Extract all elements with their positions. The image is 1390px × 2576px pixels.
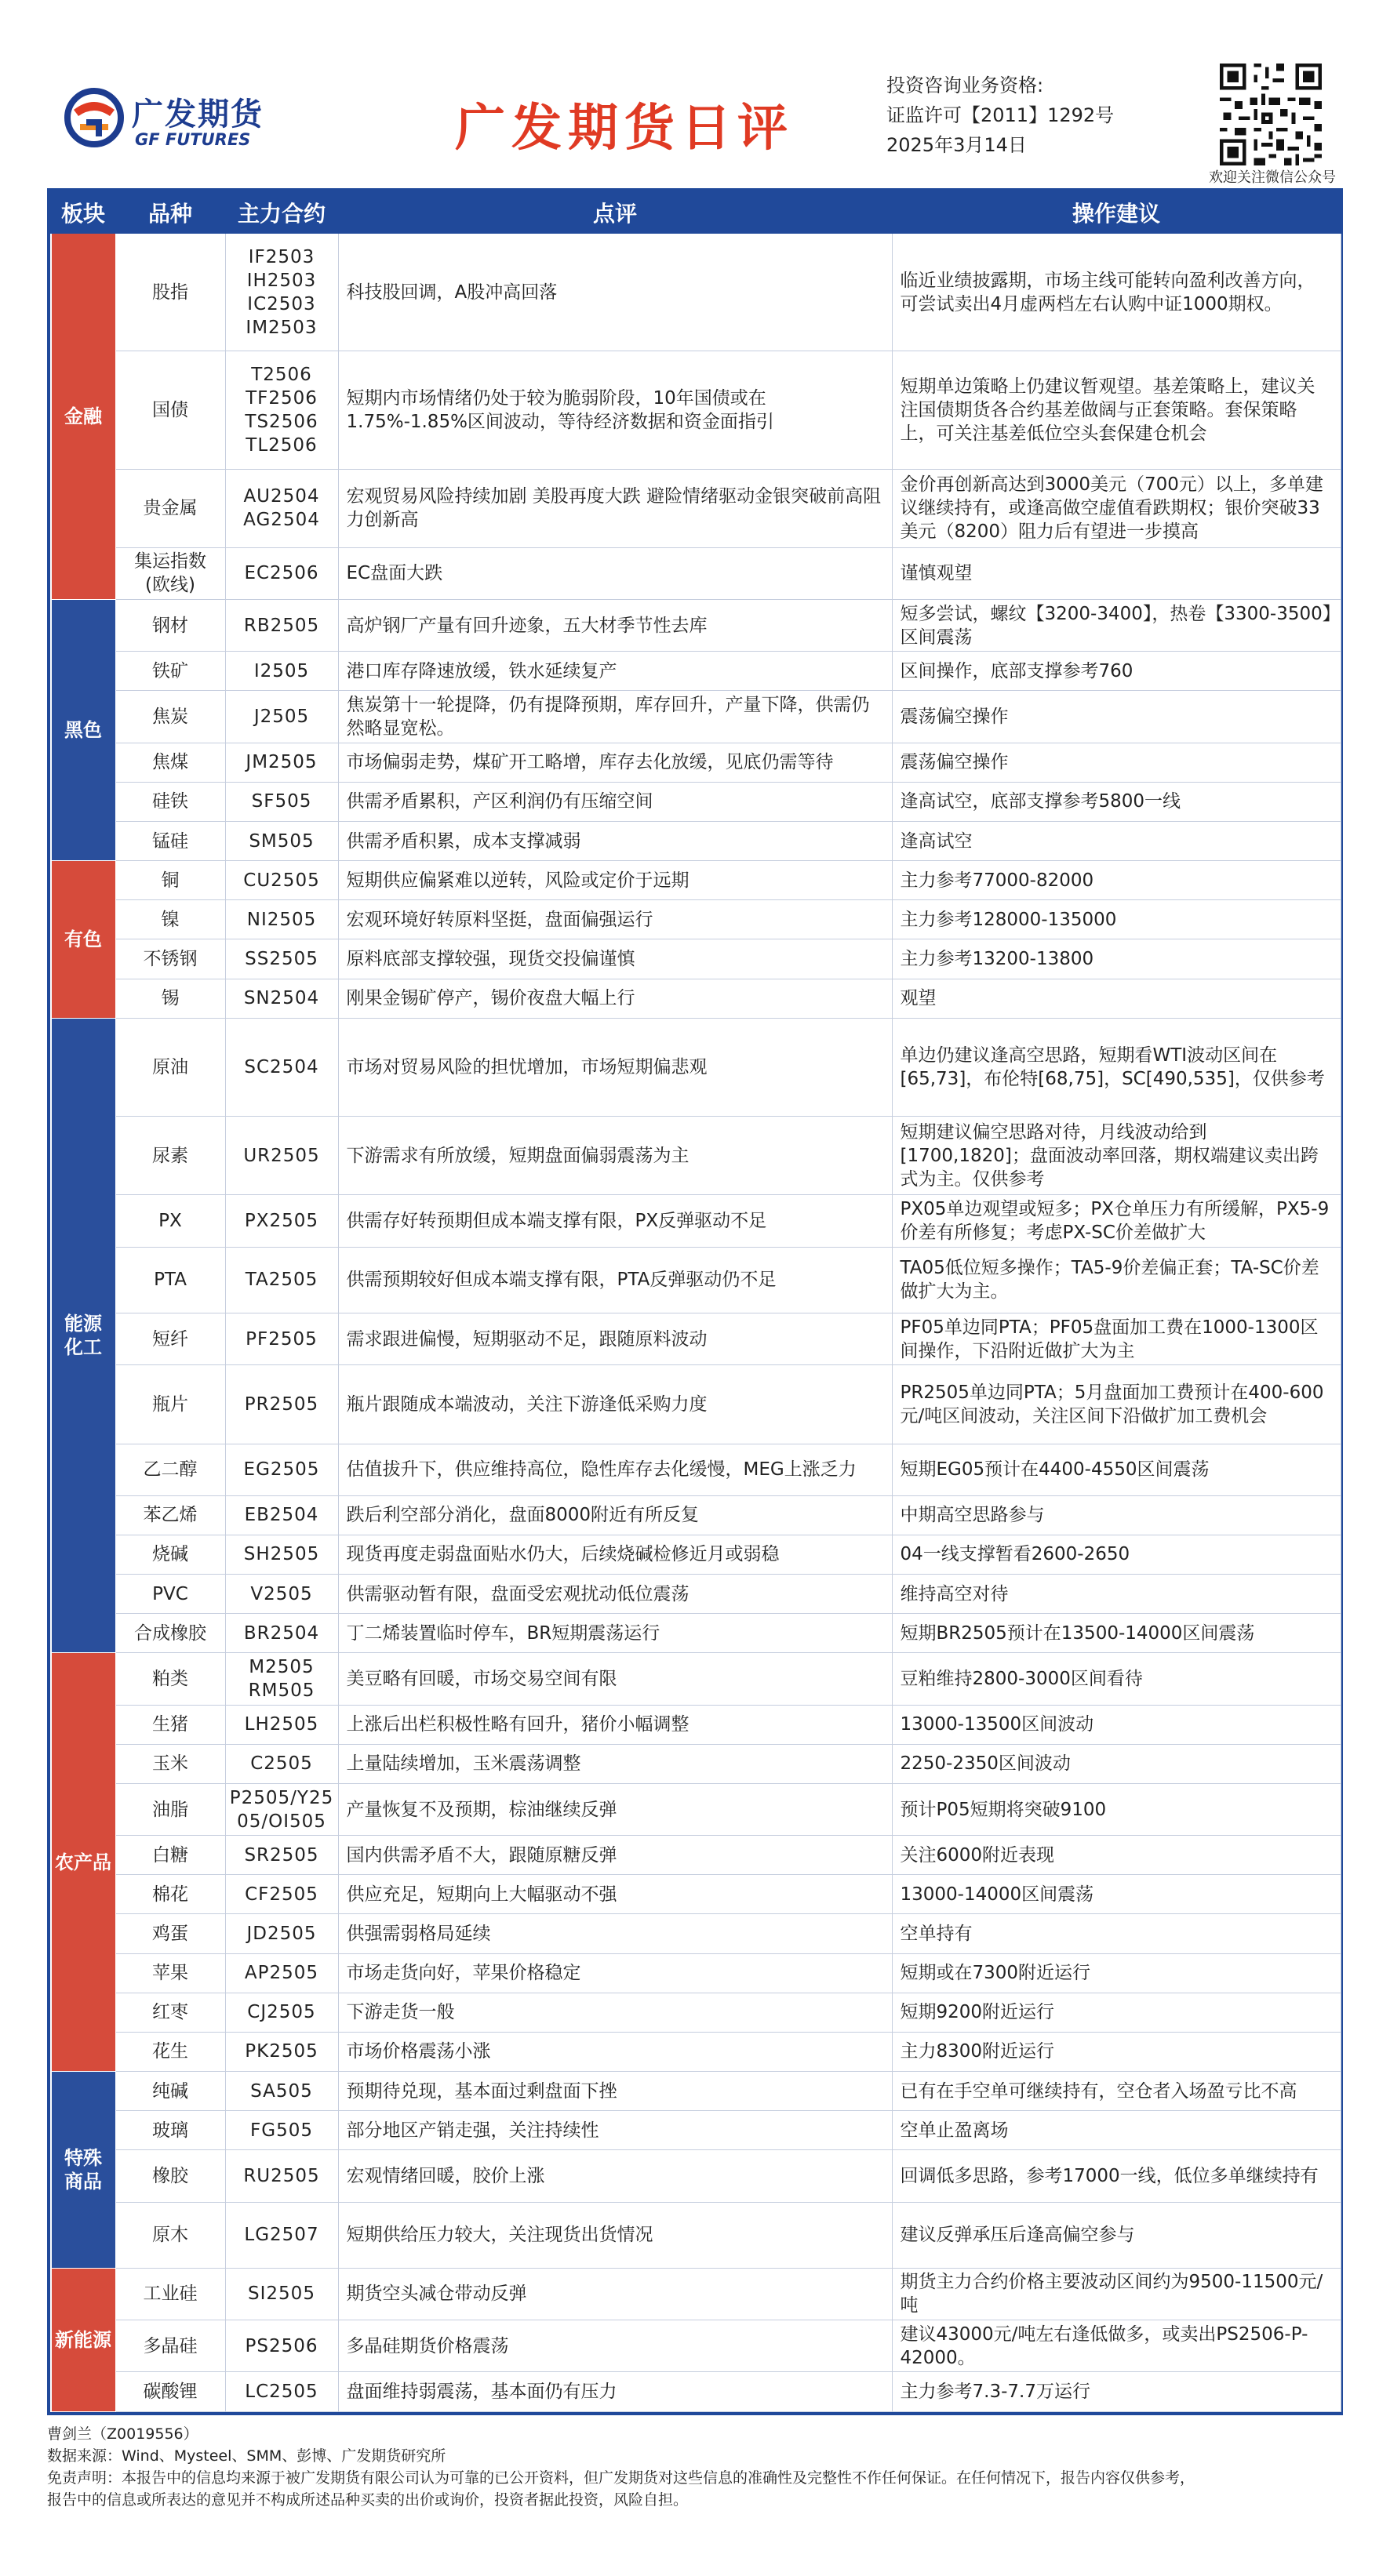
contract-cell: CJ2505 [225,1993,338,2032]
contract-cell: PR2505 [225,1365,338,1444]
comment-cell: 盘面维持弱震荡，基本面仍有压力 [338,2372,892,2412]
comment-cell: 短期内市场情绪仍处于较为脆弱阶段，10年国债或在1.75%-1.85%区间波动，等待经济数据和资金面指引 [338,351,892,470]
contract-cell: SH2505 [225,1535,338,1574]
variety-cell: 钢材 [115,600,225,652]
contract-cell: JM2505 [225,743,338,782]
contract-cell: LC2505 [225,2372,338,2412]
comment-cell: 供需存好转预期但成本端支撑有限，PX反弹驱动不足 [338,1195,892,1247]
variety-cell: 铁矿 [115,652,225,691]
advice-cell: 空单持有 [892,1914,1341,1953]
table-row [51,547,1341,599]
variety-cell: 铜 [115,861,225,900]
advice-cell: 建议43000元/吨左右逢低做多，或卖出PS2506-P-42000。 [892,2320,1341,2372]
advice-cell: 震荡偏空操作 [892,691,1341,743]
sector-cell: 金融 [51,233,115,600]
gf-futures-logo [63,86,314,165]
variety-cell: 多晶硅 [115,2320,225,2372]
advice-cell: TA05低位短多操作；TA5-9价差偏正套；TA-SC价差做扩大为主。 [892,1247,1341,1313]
advice-cell: 单边仍建议逢高空思路，短期看WTI波动区间在[65,73]，布伦特[68,75]，SC[490,535]，仅供参考 [892,1018,1341,1116]
table-row [51,2202,1341,2268]
header-advice: 操作建议 [892,192,1341,233]
contract-cell: PX2505 [225,1195,338,1247]
table-row [51,979,1341,1018]
comment-cell: 供需矛盾积累，成本支撑减弱 [338,821,892,860]
contract-cell: RB2505 [225,600,338,652]
variety-cell: 股指 [115,233,225,351]
author: 曹剑兰（Z0019556） [47,2425,198,2443]
variety-cell: 集运指数 (欧线) [115,547,225,599]
sector-cell: 新能源 [51,2268,115,2411]
contract-cell: JD2505 [225,1914,338,1953]
table-row [51,1953,1341,1993]
comment-cell: 市场对贸易风险的担忧增加，市场短期偏悲观 [338,1018,892,1116]
comment-cell: 短期供给压力较大，关注现货出货情况 [338,2202,892,2268]
table-row [51,1495,1341,1535]
contract-cell: LH2505 [225,1705,338,1744]
contract-cell: SN2504 [225,979,338,1018]
qr-caption: 欢迎关注微信公众号 [1209,169,1336,186]
table-row [51,743,1341,782]
table-row [51,2072,1341,2111]
comment-cell: 美豆略有回暖，市场交易空间有限 [338,1653,892,1705]
contract-cell: C2505 [225,1744,338,1783]
contract-cell: PF2505 [225,1313,338,1364]
advice-cell: 13000-14000区间震荡 [892,1875,1341,1914]
contract-cell: EC2506 [225,547,338,599]
advice-cell: PF05单边同PTA；PF05盘面加工费在1000-1300区间操作，下沿附近做扩大为主 [892,1313,1341,1364]
table-row [51,1117,1341,1195]
advice-cell: 维持高空对待 [892,1575,1341,1614]
wechat-qr-code-icon [1216,60,1326,169]
variety-cell: 锡 [115,979,225,1018]
advice-cell: 豆粕维持2800-3000区间看待 [892,1653,1341,1705]
comment-cell: 供需驱动暂有限，盘面受宏观扰动低位震荡 [338,1575,892,1614]
comment-cell: 短期供应偏紧难以逆转，风险或定价于远期 [338,861,892,900]
comment-cell: 原料底部支撑较强，现货交投偏谨慎 [338,939,892,979]
advice-cell: 震荡偏空操作 [892,743,1341,782]
contract-cell: AP2505 [225,1953,338,1993]
variety-cell: PTA [115,1247,225,1313]
advice-cell: 预计P05短期将突破9100 [892,1783,1341,1835]
logo-english-text: GF FUTURES [135,130,251,149]
table-row [51,782,1341,821]
table-row [51,469,1341,547]
page-title: 广发期货日评 [455,100,794,158]
comment-cell: 丁二烯装置临时停车，BR短期震荡运行 [338,1614,892,1653]
advice-cell: 空单止盈离场 [892,2111,1341,2150]
sector-cell: 能源 化工 [51,1018,115,1653]
table-row [51,1836,1341,1875]
table-row [51,861,1341,900]
variety-cell: 镍 [115,900,225,939]
variety-cell: 苯乙烯 [115,1495,225,1535]
variety-cell: 工业硅 [115,2268,225,2320]
comment-cell: 市场走货向好，苹果价格稳定 [338,1953,892,1993]
comment-cell: 上量陆续增加，玉米震荡调整 [338,1744,892,1783]
comment-cell: 科技股回调，A股冲高回落 [338,233,892,351]
variety-cell: 白糖 [115,1836,225,1875]
sector-cell: 特殊 商品 [51,2072,115,2269]
table-row [51,900,1341,939]
table-row [51,1575,1341,1614]
daily-review-table [50,191,1341,2412]
advice-cell: 短期建议偏空思路对待，月线波动给到[1700,1820]；盘面波动率回落，期权端建议卖出跨式为主。仅供参考 [892,1117,1341,1195]
variety-cell: 棉花 [115,1875,225,1914]
comment-cell: 供需预期较好但成本端支撑有限，PTA反弹驱动仍不足 [338,1247,892,1313]
comment-cell: 下游走货一般 [338,1993,892,2032]
comment-cell: 上涨后出栏积极性略有回升，猪价小幅调整 [338,1705,892,1744]
table-row [51,2150,1341,2202]
contract-cell: LG2507 [225,2202,338,2268]
advice-cell: 短期EG05预计在4400-4550区间震荡 [892,1444,1341,1495]
license-line: 证监许可【2011】1292号 [886,104,1115,126]
variety-cell: 花生 [115,2032,225,2071]
header-contract: 主力合约 [225,192,338,233]
comment-cell: 供应充足，短期向上大幅驱动不强 [338,1875,892,1914]
table-row [51,691,1341,743]
advice-cell: 短期或在7300附近运行 [892,1953,1341,1993]
comment-cell: 现货再度走弱盘面贴水仍大，后续烧碱检修近月或弱稳 [338,1535,892,1574]
contract-cell: SC2504 [225,1018,338,1116]
comment-cell: 部分地区产销走强，关注持续性 [338,2111,892,2150]
contract-cell: BR2504 [225,1614,338,1653]
contract-cell: P2505/Y25 05/OI505 [225,1783,338,1835]
advice-cell: PR2505单边同PTA；5月盘面加工费预计在400-600元/吨区间波动，关注区间下沿做扩加工费机会 [892,1365,1341,1444]
variety-cell: 鸡蛋 [115,1914,225,1953]
contract-cell: UR2505 [225,1117,338,1195]
table-row [51,939,1341,979]
contract-cell: SR2505 [225,1836,338,1875]
variety-cell: 锰硅 [115,821,225,860]
contract-cell: TA2505 [225,1247,338,1313]
qualification-block [886,71,1114,160]
table-row [51,821,1341,860]
comment-cell: 港口库存降速放缓，铁水延续复产 [338,652,892,691]
variety-cell: 瓶片 [115,1365,225,1444]
table-row [51,1653,1341,1705]
contract-cell: SM505 [225,821,338,860]
advice-cell: 建议反弹承压后逢高偏空参与 [892,2202,1341,2268]
comment-cell: EC盘面大跌 [338,547,892,599]
comment-cell: 国内供需矛盾不大，跟随原糖反弹 [338,1836,892,1875]
comment-cell: 跌后利空部分消化，盘面8000附近有所反复 [338,1495,892,1535]
comment-cell: 高炉钢厂产量有回升迹象，五大材季节性去库 [338,600,892,652]
advice-cell: 关注6000附近表现 [892,1836,1341,1875]
table-row [51,1018,1341,1116]
comment-cell: 供需矛盾累积，产区利润仍有压缩空间 [338,782,892,821]
variety-cell: PVC [115,1575,225,1614]
table-row [51,600,1341,652]
advice-cell: 金价再创新高达到3000美元（700元）以上，多单建议继续持有，或逢高做空虚值看跌期权；银价突破33美元（8200）阻力后有望进一步摸高 [892,469,1341,547]
advice-cell: 主力参考77000-82000 [892,861,1341,900]
contract-cell: V2505 [225,1575,338,1614]
table-row [51,1535,1341,1574]
table-body [51,233,1341,2412]
contract-cell: J2505 [225,691,338,743]
advice-cell: 主力参考128000-135000 [892,900,1341,939]
variety-cell: PX [115,1195,225,1247]
variety-cell: 硅铁 [115,782,225,821]
table-row [51,1365,1341,1444]
comment-cell: 需求跟进偏慢，短期驱动不足，跟随原料波动 [338,1313,892,1364]
contract-cell: SF505 [225,782,338,821]
variety-cell: 橡胶 [115,2150,225,2202]
variety-cell: 原油 [115,1018,225,1116]
variety-cell: 玻璃 [115,2111,225,2150]
contract-cell: FG505 [225,2111,338,2150]
advice-cell: 已有在手空单可继续持有，空仓者入场盈亏比不高 [892,2072,1341,2111]
header-variety: 品种 [115,192,225,233]
header-comment: 点评 [338,192,892,233]
variety-cell: 玉米 [115,1744,225,1783]
advice-cell: 短期单边策略上仍建议暂观望。基差策略上，建议关注国债期货各合约基差做阔与正套策略。套保策略上，可关注基差低位空头套保建仓机会 [892,351,1341,470]
header-sector: 板块 [51,192,115,233]
table-row [51,351,1341,470]
sector-cell: 黑色 [51,600,115,861]
comment-cell: 期货空头减仓带动反弹 [338,2268,892,2320]
advice-cell: 短多尝试，螺纹【3200-3400】，热卷【3300-3500】区间震荡 [892,600,1341,652]
contract-cell: M2505 RM505 [225,1653,338,1705]
data-source: 数据来源：Wind、Mysteel、SMM、彭博、广发期货研究所 [47,2447,446,2465]
variety-cell: 贵金属 [115,469,225,547]
table-row [51,1247,1341,1313]
disclaimer-line-2: 报告中的信息或所表达的意见并不构成所述品种买卖的出价或询价，投资者据此投资，风险自担。 [47,2491,689,2509]
contract-cell: SS2505 [225,939,338,979]
daily-review-table-frame [47,188,1343,2415]
table-row [51,652,1341,691]
comment-cell: 宏观环境好转原料坚挺，盘面偏强运行 [338,900,892,939]
table-row [51,1914,1341,1953]
variety-cell: 不锈钢 [115,939,225,979]
comment-cell: 市场偏弱走势，煤矿开工略增，库存去化放缓，见底仍需等待 [338,743,892,782]
table-row [51,2268,1341,2320]
comment-cell: 刚果金锡矿停产，锡价夜盘大幅上行 [338,979,892,1018]
variety-cell: 烧碱 [115,1535,225,1574]
variety-cell: 苹果 [115,1953,225,1993]
variety-cell: 原木 [115,2202,225,2268]
advice-cell: 13000-13500区间波动 [892,1705,1341,1744]
advice-cell: 主力8300附近运行 [892,2032,1341,2071]
table-row [51,1993,1341,2032]
contract-cell: EG2505 [225,1444,338,1495]
comment-cell: 预期待兑现，基本面过剩盘面下挫 [338,2072,892,2111]
report-footer [47,2423,1343,2511]
variety-cell: 粕类 [115,1653,225,1705]
qualification-line: 投资咨询业务资格: [886,74,1044,96]
contract-cell: CF2505 [225,1875,338,1914]
table-row [51,1875,1341,1914]
variety-cell: 国债 [115,351,225,470]
table-row [51,2320,1341,2372]
contract-cell: SA505 [225,2072,338,2111]
table-row [51,1744,1341,1783]
advice-cell: 逢高试空，底部支撑参考5800一线 [892,782,1341,821]
advice-cell: 2250-2350区间波动 [892,1744,1341,1783]
advice-cell: 主力参考13200-13800 [892,939,1341,979]
contract-cell: CU2505 [225,861,338,900]
table-row [51,1444,1341,1495]
gf-logo-icon [63,86,126,149]
advice-cell: 区间操作，底部支撑参考760 [892,652,1341,691]
comment-cell: 下游需求有所放缓，短期盘面偏弱震荡为主 [338,1117,892,1195]
sector-cell: 有色 [51,861,115,1019]
report-date: 2025年3月14日 [886,134,1027,156]
variety-cell: 红枣 [115,1993,225,2032]
advice-cell: 谨慎观望 [892,547,1341,599]
table-row [51,1313,1341,1364]
contract-cell: SI2505 [225,2268,338,2320]
logo-chinese-text: 广发期货 [132,96,264,133]
contract-cell: T2506 TF2506 TS2506 TL2506 [225,351,338,470]
variety-cell: 碳酸锂 [115,2372,225,2412]
comment-cell: 多晶硅期货价格震荡 [338,2320,892,2372]
variety-cell: 焦煤 [115,743,225,782]
table-row [51,1614,1341,1653]
variety-cell: 纯碱 [115,2072,225,2111]
table-row [51,2111,1341,2150]
table-row [51,1783,1341,1835]
variety-cell: 油脂 [115,1783,225,1835]
comment-cell: 宏观贸易风险持续加剧 美股再度大跌 避险情绪驱动金银突破前高阻力创新高 [338,469,892,547]
contract-cell: IF2503 IH2503 IC2503 IM2503 [225,233,338,351]
contract-cell: AU2504 AG2504 [225,469,338,547]
advice-cell: 逢高试空 [892,821,1341,860]
contract-cell: I2505 [225,652,338,691]
advice-cell: 观望 [892,979,1341,1018]
advice-cell: 临近业绩披露期，市场主线可能转向盈利改善方向，可尝试卖出4月虚两档左右认购中证1000期权。 [892,233,1341,351]
advice-cell: 04一线支撑暂看2600-2650 [892,1535,1341,1574]
advice-cell: 短期9200附近运行 [892,1993,1341,2032]
table-row [51,233,1341,351]
comment-cell: 瓶片跟随成本端波动，关注下游逢低采购力度 [338,1365,892,1444]
variety-cell: 合成橡胶 [115,1614,225,1653]
variety-cell: 生猪 [115,1705,225,1744]
report-header [47,47,1343,188]
advice-cell: 期货主力合约价格主要波动区间约为9500-11500元/吨 [892,2268,1341,2320]
sector-cell: 农产品 [51,1653,115,2072]
table-row [51,2032,1341,2071]
variety-cell: 乙二醇 [115,1444,225,1495]
advice-cell: 中期高空思路参与 [892,1495,1341,1535]
advice-cell: 主力参考7.3-7.7万运行 [892,2372,1341,2412]
comment-cell: 宏观情绪回暖，胶价上涨 [338,2150,892,2202]
table-header-row [51,192,1341,233]
contract-cell: RU2505 [225,2150,338,2202]
variety-cell: 短纤 [115,1313,225,1364]
variety-cell: 焦炭 [115,691,225,743]
contract-cell: PS2506 [225,2320,338,2372]
contract-cell: NI2505 [225,900,338,939]
advice-cell: PX05单边观望或短多；PX仓单压力有所缓解，PX5-9价差有所修复；考虑PX-SC价差做扩大 [892,1195,1341,1247]
variety-cell: 尿素 [115,1117,225,1195]
advice-cell: 回调低多思路，参考17000一线，低位多单继续持有 [892,2150,1341,2202]
comment-cell: 估值拔升下，供应维持高位，隐性库存去化缓慢，MEG上涨乏力 [338,1444,892,1495]
comment-cell: 供强需弱格局延续 [338,1914,892,1953]
table-row [51,1705,1341,1744]
disclaimer-line-1: 免责声明：本报告中的信息均来源于被广发期货有限公司认为可靠的已公开资料，但广发期货对这些信息的准确性及完整性不作任何保证。在任何情况下，报告内容仅供参考， [47,2469,1195,2487]
table-row [51,1195,1341,1247]
comment-cell: 产量恢复不及预期，棕油继续反弹 [338,1783,892,1835]
table-row [51,2372,1341,2412]
contract-cell: EB2504 [225,1495,338,1535]
contract-cell: PK2505 [225,2032,338,2071]
comment-cell: 市场价格震荡小涨 [338,2032,892,2071]
comment-cell: 焦炭第十一轮提降，仍有提降预期，库存回升，产量下降，供需仍然略显宽松。 [338,691,892,743]
advice-cell: 短期BR2505预计在13500-14000区间震荡 [892,1614,1341,1653]
